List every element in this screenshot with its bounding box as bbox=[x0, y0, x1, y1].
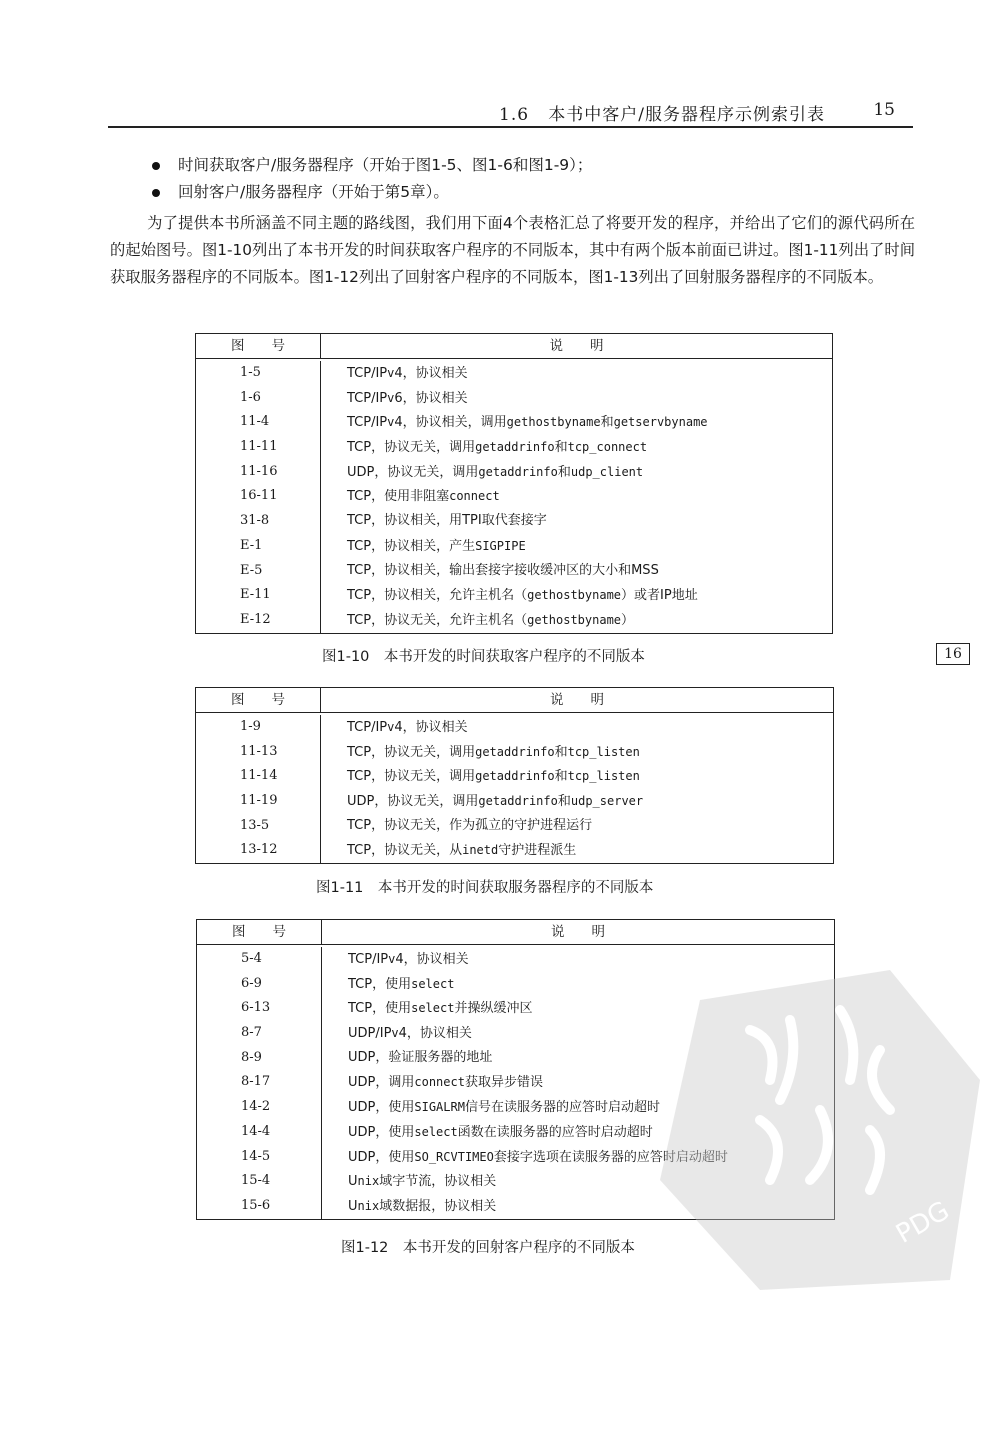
description-cell: TCP，协议相关，允许主机名（gethostbyname）或者IP地址 bbox=[347, 588, 698, 604]
figure-number-cell: 16-11 bbox=[240, 488, 278, 504]
figure-number-cell: 1-9 bbox=[240, 719, 261, 734]
figure-number-cell: 11-4 bbox=[240, 414, 270, 430]
description-cell: TCP，协议无关，调用getaddrinfo和tcp_listen bbox=[347, 769, 640, 785]
figure-number-cell: E-12 bbox=[240, 611, 271, 627]
figure-caption: 图1-11 本书开发的时间获取服务器程序的不同版本 bbox=[316, 880, 654, 896]
description-cell: TCP，协议相关，用TPI取代套接字 bbox=[347, 513, 547, 529]
running-header bbox=[108, 90, 913, 128]
figure-number-cell: 13-12 bbox=[240, 842, 278, 858]
figure-number-cell: 1-5 bbox=[240, 365, 261, 380]
table-header bbox=[196, 334, 832, 359]
bullet-list bbox=[150, 152, 592, 206]
header-title bbox=[499, 100, 825, 125]
list-item bbox=[150, 152, 592, 179]
description-cell: TCP，使用非阻塞connect bbox=[347, 489, 500, 505]
description-cell: TCP/IPv4，协议相关 bbox=[348, 952, 469, 967]
description-cell: TCP/IPv4，协议相关 bbox=[347, 366, 468, 381]
figure-number-cell: 6-13 bbox=[241, 1000, 271, 1016]
page-number: 15 bbox=[873, 100, 895, 120]
description-cell: UDP，调用connect获取异步错误 bbox=[348, 1075, 543, 1091]
description-cell: UDP，使用SIGALRM信号在读服务器的应答时启动超时 bbox=[348, 1100, 660, 1116]
figure-number-cell: 5-4 bbox=[241, 951, 262, 966]
description-cell: UDP/IPv4，协议相关 bbox=[348, 1026, 472, 1042]
number-column bbox=[196, 361, 321, 633]
watermark-text: PDG bbox=[891, 1195, 955, 1250]
description-cell: UDP，使用SO_RCVTIMEO套接字选项在读服务器的应答时启动超时 bbox=[348, 1149, 728, 1165]
number-column bbox=[197, 947, 322, 1219]
figure-caption: 图1-12 本书开发的回射客户程序的不同版本 bbox=[341, 1240, 635, 1256]
description-cell: UDP，使用select函数在读服务器的应答时启动超时 bbox=[348, 1124, 653, 1140]
column-header-description: 说 明 bbox=[549, 338, 604, 354]
table-header bbox=[196, 688, 833, 713]
description-cell: TCP，使用select并操纵缓冲区 bbox=[348, 1001, 533, 1017]
column-header-number: 图 号 bbox=[197, 920, 322, 944]
figure-number-cell: 8-7 bbox=[241, 1025, 262, 1041]
description-cell: Unix域数据报，协议相关 bbox=[348, 1198, 497, 1214]
description-cell: TCP/IPv4，协议相关 bbox=[347, 720, 468, 735]
bullet-icon bbox=[152, 162, 160, 170]
figure-number-cell: 13-5 bbox=[240, 817, 270, 833]
figure-number-cell: E-1 bbox=[240, 537, 263, 553]
bullet-text: 回射客户/服务器程序（开始于第5章）。 bbox=[178, 183, 449, 201]
description-cell: UDP，验证服务器的地址 bbox=[348, 1049, 493, 1065]
description-cell: TCP，协议无关，调用getaddrinfo和tcp_connect bbox=[347, 440, 648, 456]
description-cell: TCP，使用select bbox=[348, 976, 455, 992]
paragraph-text: 为了提供本书所涵盖不同主题的路线图，我们用下面4个表格汇总了将要开发的程序，并给出了它们的源代码所在的起始图号。图1-10列出了本书开发的时间获取客户程序的不同版本，其中有两个版本前面已讲过。图1-11列出了时间获取服务器程序的不同版本。图1-12列出了回射客户程序的不同版本，图1-13列出了回射服务器程序的不同版本。 bbox=[110, 214, 915, 286]
description-cell: TCP，协议无关，调用getaddrinfo和tcp_listen bbox=[347, 744, 640, 760]
figure-number-cell: E-5 bbox=[240, 562, 263, 578]
description-cell: TCP，协议无关，作为孤立的守护进程运行 bbox=[347, 817, 593, 833]
table-header bbox=[197, 920, 834, 945]
description-column bbox=[321, 715, 833, 863]
body-paragraph bbox=[110, 210, 915, 291]
header-section: 1.6 bbox=[499, 105, 530, 125]
column-header-number: 图 号 bbox=[196, 688, 321, 712]
description-column bbox=[321, 361, 832, 633]
column-header-number: 图 号 bbox=[196, 334, 321, 358]
figure-number-cell: 8-17 bbox=[241, 1074, 271, 1090]
figure-number-cell: E-11 bbox=[240, 587, 271, 603]
figure-number-cell: 15-6 bbox=[241, 1197, 271, 1213]
margin-page-reference: 16 bbox=[936, 643, 970, 665]
description-cell: UDP，协议无关，调用getaddrinfo和udp_server bbox=[347, 794, 644, 810]
watermark-stamp bbox=[640, 960, 983, 1300]
figure-number-cell: 14-5 bbox=[241, 1148, 271, 1164]
column-header-description: 说 明 bbox=[551, 924, 605, 940]
figure-number-cell: 11-16 bbox=[240, 463, 278, 479]
figure-number-cell: 8-9 bbox=[241, 1049, 262, 1065]
figure-number-cell: 14-2 bbox=[241, 1099, 271, 1115]
description-cell: TCP，协议相关，输出套接字接收缓冲区的大小和MSS bbox=[347, 562, 659, 578]
figure-number-cell: 6-9 bbox=[241, 975, 262, 991]
list-item bbox=[150, 179, 592, 206]
description-cell: TCP，协议相关，产生SIGPIPE bbox=[347, 538, 526, 554]
figure-number-cell: 11-14 bbox=[240, 768, 278, 784]
figure-number-cell: 11-19 bbox=[240, 793, 278, 809]
description-cell: TCP/IPv6，协议相关 bbox=[347, 390, 468, 406]
header-section-title: 本书中客户/服务器程序示例索引表 bbox=[548, 105, 825, 125]
description-cell: TCP/IPv4，协议相关，调用gethostbyname和getservbyname bbox=[347, 415, 708, 431]
description-cell: TCP，协议无关，允许主机名（gethostbyname） bbox=[347, 612, 635, 628]
table-fig-1-11 bbox=[195, 687, 834, 864]
bullet-text: 时间获取客户/服务器程序（开始于图1-5、图1-6和图1-9）； bbox=[178, 156, 593, 174]
column-header-description: 说 明 bbox=[550, 692, 604, 708]
figure-number-cell: 14-4 bbox=[241, 1123, 271, 1139]
figure-number-cell: 1-6 bbox=[240, 389, 261, 405]
description-cell: TCP，协议无关，从inetd守护进程派生 bbox=[347, 843, 577, 859]
table-fig-1-10 bbox=[195, 333, 833, 634]
figure-number-cell: 11-11 bbox=[240, 439, 278, 455]
figure-number-cell: 15-4 bbox=[241, 1173, 271, 1189]
number-column bbox=[196, 715, 321, 863]
description-cell: Unix域字节流，协议相关 bbox=[348, 1174, 497, 1190]
figure-number-cell: 31-8 bbox=[240, 513, 270, 529]
description-cell: UDP，协议无关，调用getaddrinfo和udp_client bbox=[347, 464, 644, 480]
figure-caption: 图1-10 本书开发的时间获取客户程序的不同版本 bbox=[322, 649, 645, 665]
figure-number-cell: 11-13 bbox=[240, 743, 278, 759]
bullet-icon bbox=[152, 189, 160, 197]
